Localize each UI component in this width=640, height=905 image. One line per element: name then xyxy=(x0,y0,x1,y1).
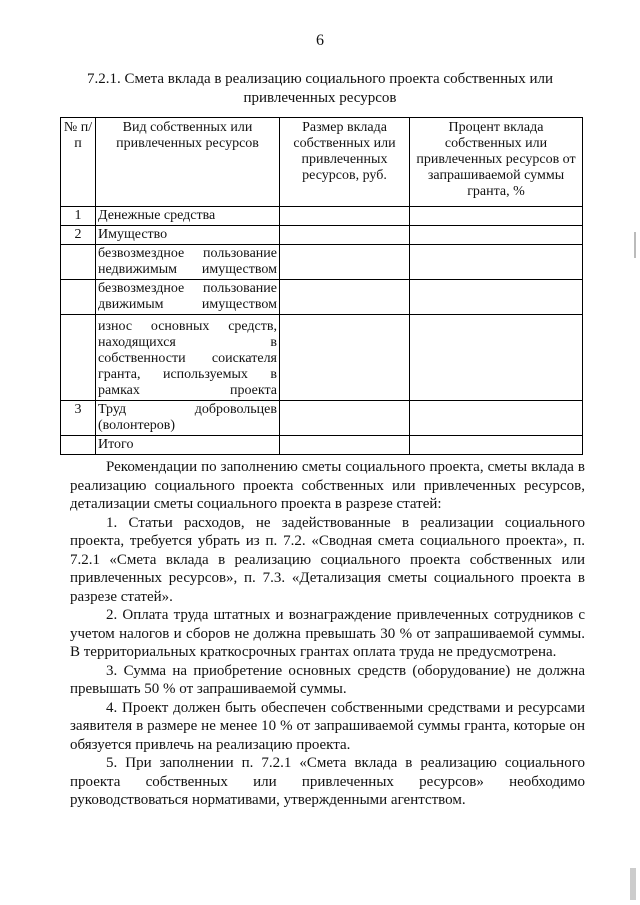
row-resource: безвозмездное пользование недвижимым имуществом xyxy=(96,245,280,280)
table-row xyxy=(61,280,583,315)
row-amount-cell xyxy=(280,401,410,436)
row-resource-total: Итого xyxy=(96,436,280,455)
row-num: 2 xyxy=(61,226,96,245)
header-num: № п/п xyxy=(61,118,96,207)
row-num xyxy=(61,436,96,455)
section-title: 7.2.1. Смета вклада в реализацию социального проекта собственных или привлеченных ресурсов xyxy=(87,71,553,106)
row-num xyxy=(61,280,96,315)
recommendation-item-1: 1. Статьи расходов, не задействованные в реализации социального проекта, требуется убрать из п. 7.2. «Сводная смета социального проекта», п. 7.2.1 «Смета вклада в реализацию социального проекта собственных или привлеченных ресурсов», п. 7.3. «Детализация сметы социального проекта в разрезе статей». xyxy=(70,514,585,605)
recommendation-item-4: 4. Проект должен быть обеспечен собственными средствами и ресурсами заявителя в размере не менее 10 % от запрашиваемой суммы гранта, которые он обязуется привлечь на реализацию проекта. xyxy=(70,699,585,753)
row-percent-cell xyxy=(410,207,583,226)
row-resource: безвозмездное пользование движимым имуществом xyxy=(96,280,280,315)
row-amount-cell xyxy=(280,436,410,455)
table-row xyxy=(61,401,583,436)
recommendations-intro: Рекомендации по заполнению сметы социального проекта, сметы вклада в реализацию социального проекта собственных или привлеченных ресурсов, детализации сметы социального проекта в разрезе статей: xyxy=(70,459,585,512)
table-row-total xyxy=(61,436,583,455)
table-row xyxy=(61,315,583,401)
scan-artifact xyxy=(630,868,636,900)
row-amount-cell xyxy=(280,245,410,280)
row-resource: Труд добровольцев (волонтеров) xyxy=(96,401,280,436)
row-num: 1 xyxy=(61,207,96,226)
table-row xyxy=(61,226,583,245)
row-resource: износ основных средств, находящихся в собственности соискателя гранта, используемых в рамках проекта xyxy=(96,315,280,401)
row-amount-cell xyxy=(280,315,410,401)
header-contribution-amount: Размер вклада собственных или привлеченных ресурсов, руб. xyxy=(280,118,410,207)
row-amount-cell xyxy=(280,280,410,315)
header-contribution-percent: Процент вклада собственных или привлеченных ресурсов от запрашиваемой суммы гранта, % xyxy=(410,118,583,207)
row-resource: Имущество xyxy=(96,226,280,245)
table-header-row xyxy=(61,118,583,207)
recommendation-item-2: 2. Оплата труда штатных и вознаграждение привлеченных сотрудников с учетом налогов и сборов не должна превышать 30 % от запрашиваемой суммы. В территориальных краткосрочных грантах оплата труда не предусмотрена. xyxy=(70,607,585,660)
header-resource-type: Вид собственных или привлеченных ресурсов xyxy=(96,118,280,207)
row-percent-cell xyxy=(410,401,583,436)
row-num xyxy=(61,315,96,401)
row-percent-cell xyxy=(410,226,583,245)
row-num: 3 xyxy=(61,401,96,436)
scan-artifact xyxy=(634,232,636,258)
row-percent-cell xyxy=(410,436,583,455)
row-resource: Денежные средства xyxy=(96,207,280,226)
row-percent-cell xyxy=(410,315,583,401)
recommendation-item-3: 3. Сумма на приобретение основных средств (оборудование) не должна превышать 50 % от запрашиваемой суммы. xyxy=(70,662,585,697)
recommendation-item-5: 5. При заполнении п. 7.2.1 «Смета вклада в реализацию социального проекта собственных или привлеченных ресурсов» необходимо руководствоваться нормативами, утвержденными агентством. xyxy=(70,755,585,808)
table-row xyxy=(61,245,583,280)
row-percent-cell xyxy=(410,245,583,280)
page-number: 6 xyxy=(316,32,324,49)
row-amount-cell xyxy=(280,226,410,245)
recommendations-text xyxy=(70,458,585,810)
row-amount-cell xyxy=(280,207,410,226)
row-percent-cell xyxy=(410,280,583,315)
row-num xyxy=(61,245,96,280)
table-row xyxy=(61,207,583,226)
resource-contribution-table xyxy=(60,117,583,455)
